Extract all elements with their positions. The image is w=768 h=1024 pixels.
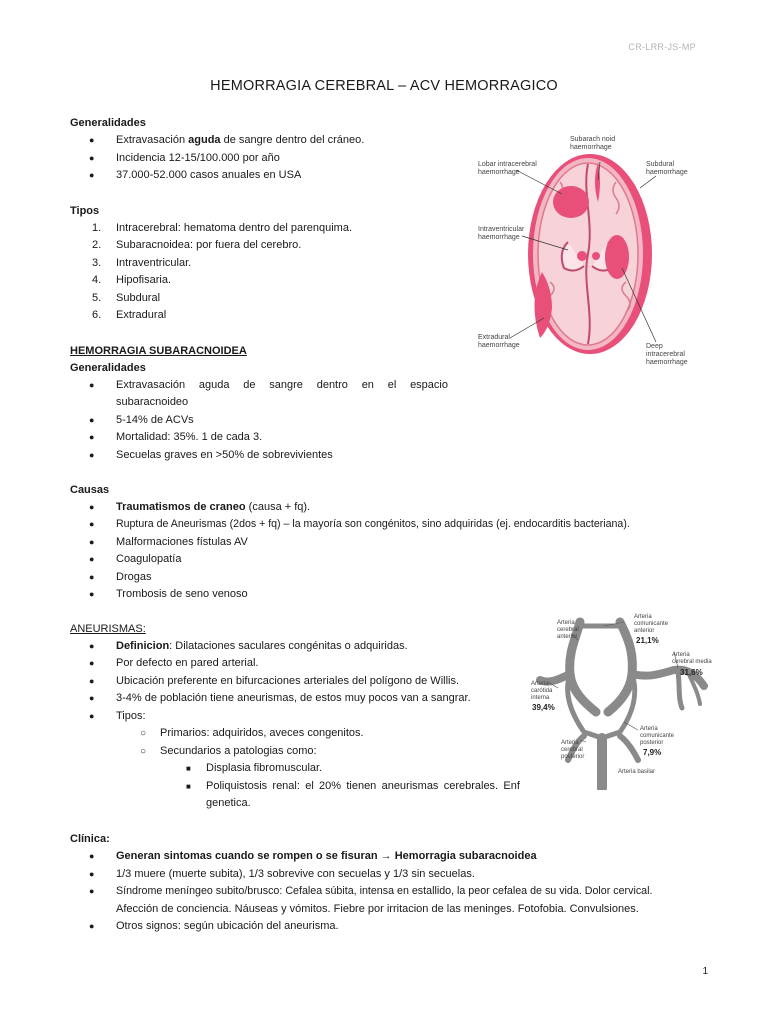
- item-text-cont: genetica.: [206, 797, 251, 809]
- list-item: [0, 918, 700, 936]
- section-heading-hsa: HEMORRAGIA SUBARACNOIDEA: [70, 345, 247, 357]
- label-acp: Arteria cerebral posterior: [561, 740, 585, 760]
- bullet-icon: ●: [89, 135, 95, 145]
- word: el: [305, 780, 314, 792]
- item-text: Secundarios a patologias como:: [160, 745, 317, 757]
- header-code: CR-LRR-JS-MP: [628, 42, 696, 52]
- list-item: [0, 551, 460, 569]
- list-item: [0, 569, 460, 587]
- item-text: Trombosis de seno venoso: [116, 588, 248, 600]
- bullet-icon: ●: [89, 170, 95, 180]
- item-text: Síndrome meníngeo subito/brusco: Cefalea súbita, intensa en estallido, la peor cefalea de su vida. Dolor cervical.: [116, 885, 653, 897]
- item-number: 1.: [92, 222, 102, 234]
- item-number: 3.: [92, 257, 102, 269]
- bullet-icon: ●: [89, 921, 95, 931]
- page-title: HEMORRAGIA CEREBRAL – ACV HEMORRAGICO: [210, 78, 558, 94]
- list-item: [0, 272, 460, 290]
- list-item: [0, 290, 460, 308]
- item-text: Intraventricular.: [116, 257, 192, 269]
- square-bullet-icon: ■: [186, 782, 191, 791]
- bullet-icon: ●: [89, 450, 95, 460]
- item-text-cont: subaracnoideo: [116, 396, 189, 408]
- item-text: Malformaciones fístulas AV: [116, 536, 248, 548]
- list-item: [0, 778, 520, 796]
- bullet-icon: ●: [89, 869, 95, 879]
- item-text: Subdural: [116, 292, 161, 304]
- bullet-icon: ●: [89, 589, 95, 599]
- item-text: Secuelas graves en >50% de sobrevivientes: [116, 449, 333, 461]
- item-text: Subaracnoidea: por fuera del cerebro.: [116, 239, 302, 251]
- label-aci: Arteria carótida interna: [531, 681, 553, 701]
- bullet-icon: ●: [89, 658, 95, 668]
- square-bullet-icon: ■: [186, 764, 191, 773]
- item-text: Extradural: [116, 309, 167, 321]
- list-item: [0, 760, 520, 778]
- item-text-bold: Traumatismos de craneo: [116, 501, 246, 513]
- bullet-icon: ●: [89, 432, 95, 442]
- lobar-hemorrhage: [553, 186, 589, 218]
- item-text: : Dilataciones saculares congénitas o adquiridas.: [169, 640, 408, 652]
- section-heading-aneurismas: ANEURISMAS:: [70, 623, 146, 635]
- word: renal:: [272, 780, 300, 792]
- label-acm: Arteria cerebral media: [672, 652, 712, 665]
- section-heading-tipos: Tipos: [70, 205, 100, 217]
- list-item: [0, 516, 700, 534]
- list-item: [0, 866, 700, 884]
- item-text: 37.000-52.000 casos anuales en USA: [116, 169, 302, 181]
- section-heading-generalidades: Generalidades: [70, 117, 146, 129]
- section-heading-clinica: Clínica:: [70, 833, 110, 845]
- item-text-bold: aguda: [188, 134, 221, 146]
- item-text: 1/3 muere (muerte subita), 1/3 sobrevive con secuelas y 1/3 sin secuelas.: [116, 868, 475, 880]
- word: Enf: [503, 780, 520, 792]
- item-text: Ubicación preferente en bifurcaciones arteriales del polígono de Willis.: [116, 675, 460, 687]
- list-item: [0, 655, 500, 673]
- item-text: Otros signos: según ubicación del aneurisma.: [116, 920, 339, 932]
- circle-bullet-icon: ○: [140, 728, 147, 739]
- bullet-icon: ●: [89, 380, 95, 390]
- list-item: [0, 167, 460, 185]
- item-text: Tipos:: [116, 710, 146, 722]
- pct-acop: 7,9%: [643, 748, 662, 757]
- word: cerebrales.: [443, 780, 499, 792]
- item-text-cont: Afección de conciencia. Náuseas y vómitos. Fiebre por irritacion de las meninges. Fotofobia. Convulsiones.: [116, 903, 639, 915]
- bullet-icon: ●: [89, 153, 95, 163]
- word: aneurismas: [381, 780, 439, 792]
- item-text-bold: Definicion: [116, 640, 170, 652]
- item-number: 6.: [92, 309, 102, 321]
- item-number: 4.: [92, 274, 102, 286]
- item-text: Extravasación: [116, 134, 189, 146]
- list-item: [0, 132, 460, 150]
- pct-acm: 31,6%: [680, 668, 703, 677]
- item-text: (causa + fq).: [245, 501, 311, 513]
- word: sangre: [269, 379, 303, 391]
- word: 20%: [319, 780, 342, 792]
- item-text: Hipofisaria.: [116, 274, 172, 286]
- word: Poliquistosis: [206, 780, 268, 792]
- item-text: Drogas: [116, 571, 152, 583]
- bullet-icon: ●: [89, 572, 95, 582]
- list-item: [0, 848, 700, 866]
- list-item: [0, 673, 500, 691]
- item-text: 3-4% de población tiene aneurismas, de estos muy pocos van a sangrar.: [116, 692, 471, 704]
- list-item: [0, 412, 460, 430]
- label-acom: Arteria comunicante anterior: [634, 614, 669, 634]
- label-deep: Deep intracerebral haemorrhage: [646, 343, 688, 366]
- bullet-icon: ●: [89, 693, 95, 703]
- item-text: Ruptura de Aneurismas (2dos + fq) – la mayoría son congénitos, sino adquiridas (ej. endocarditis bacteriana).: [116, 518, 630, 530]
- word: en: [361, 379, 374, 391]
- label-intraventricular: Intraventricular haemorrhage: [478, 226, 525, 241]
- bullet-icon: ●: [89, 711, 95, 721]
- label-aca: Arteria cerebral anterior: [557, 620, 579, 640]
- bullet-icon: ●: [89, 851, 95, 861]
- list-item: [0, 534, 460, 552]
- list-item: [0, 150, 460, 168]
- label-subarachnoid: Subarach noid haemorrhage: [570, 136, 616, 151]
- item-text: Por defecto en pared arterial.: [116, 657, 259, 669]
- bullet-icon: ●: [89, 641, 95, 651]
- bullet-icon: ●: [89, 415, 95, 425]
- artery-network: [540, 622, 704, 788]
- word: tienen: [346, 780, 377, 792]
- list-item: [0, 237, 460, 255]
- list-item: [0, 743, 500, 761]
- item-text-bold: Generan sintomas cuando se rompen o se fisuran → Hemorragia subaracnoidea: [116, 850, 537, 862]
- pct-aci: 39,4%: [532, 703, 555, 712]
- bullet-icon: ●: [89, 537, 95, 547]
- list-item: [0, 255, 460, 273]
- item-text: [116, 377, 448, 395]
- item-number: 2.: [92, 239, 102, 251]
- deep-hemorrhage: [605, 235, 629, 279]
- item-text: Intracerebral: hematoma dentro del parenquima.: [116, 222, 353, 234]
- list-item: [0, 883, 710, 901]
- label-basilar: Arteria basilar: [618, 769, 656, 775]
- list-item: [0, 638, 500, 656]
- item-text: Mortalidad: 35%. 1 de cada 3.: [116, 431, 263, 443]
- label-lobar: Lobar intracerebral haemorrhage: [478, 161, 537, 176]
- label-subdural: Subdural haemorrhage: [646, 161, 688, 176]
- bullet-icon: ●: [89, 502, 95, 512]
- subheading-generalidades: Generalidades: [70, 362, 146, 374]
- item-text: Displasia fibromuscular.: [206, 762, 323, 774]
- brain-slice: [510, 154, 656, 354]
- list-item: [0, 377, 460, 395]
- word: el: [387, 379, 397, 391]
- circle-bullet-icon: ○: [140, 746, 147, 757]
- list-item: [0, 708, 500, 726]
- list-item: [0, 586, 460, 604]
- bullet-icon: ●: [89, 554, 95, 564]
- list-item: [0, 447, 460, 465]
- item-text: de sangre dentro del cráneo.: [220, 134, 365, 146]
- page-number: 1: [702, 966, 708, 977]
- bullet-icon: ●: [89, 676, 95, 686]
- section-heading-causas: Causas: [70, 484, 110, 496]
- list-item: [0, 220, 460, 238]
- label-extradural: Extradural haemorrhage: [478, 334, 520, 349]
- circle-of-willis-figure: [528, 612, 714, 790]
- list-item: [0, 307, 460, 325]
- word: dentro: [316, 379, 348, 391]
- pct-acom: 21,1%: [636, 636, 659, 645]
- item-text: Coagulopatía: [116, 553, 182, 565]
- item-text: Primarios: adquiridos, aveces congenitos.: [160, 727, 364, 739]
- list-item: [0, 690, 500, 708]
- word: Extravasación: [116, 379, 186, 391]
- list-item: [0, 499, 700, 517]
- bullet-icon: ●: [89, 519, 95, 529]
- item-text: Incidencia 12-15/100.000 por año: [116, 152, 280, 164]
- item-text: 5-14% de ACVs: [116, 414, 194, 426]
- item-text: [206, 778, 520, 796]
- list-item: [0, 429, 460, 447]
- label-acop: Arteria comunicante posterior: [640, 726, 675, 746]
- list-item: [0, 725, 500, 743]
- item-number: 5.: [92, 292, 102, 304]
- word: aguda: [198, 379, 230, 391]
- word: de: [243, 379, 256, 391]
- bullet-icon: ●: [89, 886, 95, 896]
- word: espacio: [410, 379, 448, 391]
